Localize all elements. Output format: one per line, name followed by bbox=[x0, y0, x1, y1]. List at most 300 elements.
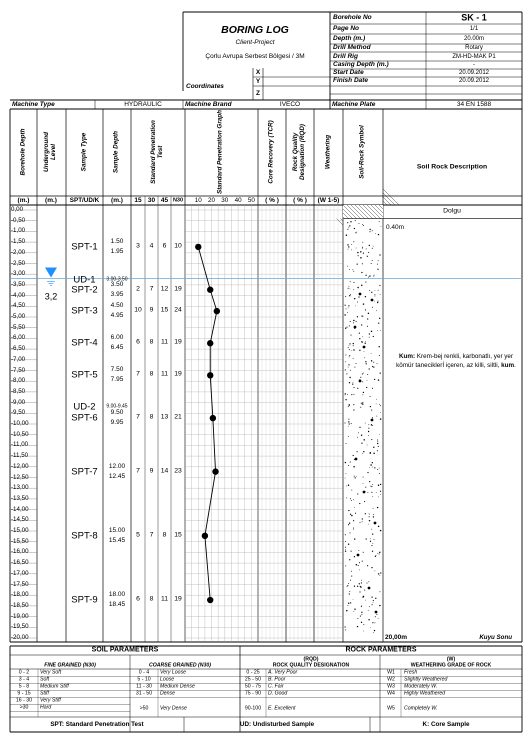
sand-dot bbox=[372, 307, 373, 308]
blow-count-45: 11 bbox=[160, 370, 169, 378]
sand-dot bbox=[358, 296, 359, 297]
sand-dot bbox=[380, 330, 381, 331]
sand-dot bbox=[346, 327, 347, 328]
blow-count-30: 9 bbox=[149, 306, 154, 314]
sample-top-depth: 12.00 bbox=[108, 462, 126, 470]
sand-dot bbox=[350, 294, 351, 295]
sample-depth-header: Sample Depth bbox=[112, 131, 120, 173]
sand-dot bbox=[346, 373, 347, 374]
sand-dot bbox=[350, 580, 351, 581]
sand-dot bbox=[357, 451, 358, 452]
sand-dot bbox=[345, 399, 346, 400]
sand-dot bbox=[362, 381, 363, 382]
sand-dot bbox=[372, 543, 373, 544]
depth-tick: -8,50 bbox=[11, 387, 26, 395]
sand-dot bbox=[348, 367, 349, 368]
fine-class: Hard bbox=[40, 704, 52, 711]
sand-dot bbox=[345, 534, 346, 535]
tcr-header: Core Recovery (TCR) bbox=[267, 120, 275, 184]
blow-count-45: 6 bbox=[162, 242, 167, 250]
sand-dot bbox=[370, 406, 371, 407]
sand-dot bbox=[369, 606, 370, 607]
sand-dot bbox=[353, 404, 354, 405]
borehole-no-value: SK - 1 bbox=[461, 12, 487, 23]
sand-dot bbox=[372, 260, 373, 261]
sample-bottom-depth: 15.45 bbox=[108, 536, 126, 544]
rqd-range: 90-100 bbox=[244, 705, 262, 712]
sand-dot bbox=[376, 310, 377, 311]
depth-tick: -6,50 bbox=[11, 344, 26, 352]
blow-count-15: 7 bbox=[136, 413, 140, 421]
sand-dot bbox=[356, 564, 357, 565]
rqd-title-full: ROCK QUALITY DESIGNATION bbox=[272, 662, 350, 669]
spt-graph-point bbox=[207, 287, 213, 293]
sample-type-label: SPT-5 bbox=[71, 369, 98, 381]
sand-dot bbox=[348, 227, 349, 228]
sand-dot bbox=[351, 350, 352, 351]
blow-count-30: 9 bbox=[149, 467, 154, 475]
depth-tick: -9,00 bbox=[11, 398, 26, 406]
sand-dot bbox=[350, 514, 351, 515]
depth-tick: -3,50 bbox=[11, 280, 26, 288]
groundwater-header: Underground Level bbox=[43, 132, 57, 172]
spt-graph-point bbox=[210, 415, 216, 421]
blow-count-15: 6 bbox=[136, 338, 140, 346]
sample-range-label: 3.00-3.50 bbox=[106, 276, 128, 283]
finish-value: 20.09.2012 bbox=[458, 78, 490, 84]
sand-dot bbox=[379, 552, 380, 553]
blow-count-45: 11 bbox=[160, 595, 169, 603]
sand-dot bbox=[376, 404, 377, 405]
sand-dot bbox=[345, 547, 346, 548]
sand-dot bbox=[363, 439, 364, 440]
sand-dot bbox=[348, 288, 349, 289]
sand-dot bbox=[354, 228, 355, 229]
weathering-unit: (W 1-5) bbox=[317, 196, 340, 204]
sand-dot bbox=[347, 312, 348, 313]
machine-type-label: Machine Type bbox=[12, 100, 55, 108]
sand-dot bbox=[349, 345, 350, 346]
sand-dot bbox=[366, 582, 367, 583]
sand-dot bbox=[350, 498, 351, 499]
sand-dot bbox=[345, 478, 346, 479]
sand-dot bbox=[369, 231, 370, 232]
sand-dot bbox=[369, 520, 370, 521]
tcr-unit: ( % ) bbox=[265, 196, 279, 204]
n30-value: 24 bbox=[174, 306, 182, 314]
sand-dot bbox=[364, 501, 365, 502]
sand-dot bbox=[368, 277, 369, 278]
sand-dot bbox=[379, 318, 380, 319]
soil-description: Kum: Krem-bej renkli, karbonatlı, yer yer kömür taneciklerİ içeren, az killi, siltli, kum. bbox=[396, 353, 516, 369]
sand-dot bbox=[373, 453, 374, 454]
sand-dot bbox=[381, 226, 382, 227]
machine-plate-value: 34 EN 1588 bbox=[456, 100, 492, 108]
sand-dot bbox=[366, 248, 367, 249]
depth-tick: -12,00 bbox=[11, 462, 29, 470]
sand-dot bbox=[375, 598, 376, 599]
sand-dot bbox=[348, 510, 349, 511]
sand-dot bbox=[350, 289, 351, 290]
sand-dot bbox=[368, 424, 369, 425]
blow-count-45: 13 bbox=[160, 413, 169, 421]
sand-dot bbox=[363, 552, 364, 553]
depth-tick: -1,50 bbox=[11, 237, 26, 245]
sand-dot bbox=[353, 358, 354, 359]
sand-dot bbox=[353, 289, 354, 290]
rqd-range: 50 - 75 bbox=[244, 683, 262, 690]
depth-tick: -7,50 bbox=[11, 366, 26, 374]
sand-dot bbox=[350, 461, 351, 462]
depth-unit: (m.) bbox=[17, 196, 30, 204]
sand-dot bbox=[361, 324, 362, 325]
sand-dot bbox=[345, 305, 346, 306]
sand-dot bbox=[347, 586, 348, 587]
sand-dot bbox=[355, 232, 356, 233]
sand-dot bbox=[363, 477, 364, 478]
depth-tick: -9,50 bbox=[11, 409, 26, 417]
sand-dot bbox=[373, 508, 374, 509]
client-project-label: Client-Project bbox=[235, 38, 275, 46]
n30-value: 19 bbox=[174, 370, 182, 378]
sand-dot bbox=[359, 522, 360, 523]
soil-params-title: SOIL PARAMETERS bbox=[91, 646, 159, 654]
sand-dot bbox=[377, 443, 378, 444]
weathering-code: W4 bbox=[387, 690, 395, 697]
sand-dot bbox=[357, 252, 358, 253]
sand-dot bbox=[379, 254, 380, 255]
sample-type-label: SPT-6 bbox=[71, 412, 98, 424]
sand-dot bbox=[369, 245, 370, 246]
sand-dot bbox=[362, 453, 363, 454]
sand-dot bbox=[346, 308, 347, 309]
fine-range: 3 - 4 bbox=[18, 676, 30, 683]
sand-dot bbox=[372, 366, 373, 367]
sand-dot bbox=[353, 599, 354, 600]
sand-dot bbox=[348, 406, 349, 407]
sand-dot bbox=[369, 514, 370, 515]
coal-fragment bbox=[355, 458, 358, 461]
sand-dot bbox=[374, 630, 375, 631]
sand-dot bbox=[373, 516, 374, 517]
sand-dot bbox=[371, 492, 372, 493]
sand-dot bbox=[353, 529, 354, 530]
description-header: Soil Rock Description bbox=[416, 163, 488, 171]
rqd-class: B. Poor bbox=[268, 676, 286, 683]
sand-dot bbox=[348, 583, 349, 584]
sand-dot bbox=[349, 523, 350, 524]
sand-dot bbox=[348, 524, 349, 525]
depth-tick: -5,50 bbox=[11, 323, 26, 331]
depth-tick: -11,50 bbox=[11, 451, 29, 459]
sand-dot bbox=[359, 427, 360, 428]
spt-graph-point bbox=[207, 372, 213, 378]
sand-dot bbox=[344, 314, 345, 315]
end-depth-label: 20,00m bbox=[385, 633, 408, 641]
sand-dot bbox=[345, 355, 346, 356]
fill-hatch-line bbox=[383, 197, 391, 205]
sample-top-depth: 15.00 bbox=[108, 526, 126, 534]
sand-dot bbox=[380, 491, 381, 492]
casing-label: Casing Depth (m.) bbox=[333, 60, 389, 68]
blow-count-30: 8 bbox=[149, 595, 154, 603]
sand-dot bbox=[359, 338, 360, 339]
sand-dot bbox=[360, 251, 361, 252]
sample-type-label: SPT-9 bbox=[71, 594, 98, 606]
sand-dot bbox=[378, 526, 379, 527]
sand-dot bbox=[348, 484, 349, 485]
n30-value: 23 bbox=[174, 467, 182, 475]
coarse-range: 5 - 10 bbox=[137, 676, 151, 683]
sand-dot bbox=[373, 367, 374, 368]
rqd-class: C. Fair bbox=[268, 683, 284, 690]
spt-graph-header: Standard Penetration Graph bbox=[216, 110, 224, 194]
sand-dot bbox=[359, 503, 360, 504]
coal-fragment bbox=[371, 299, 374, 302]
sand-dot bbox=[349, 355, 350, 356]
coarse-grained-title: COARSE GRAINED (N30) bbox=[149, 662, 211, 669]
sand-dot bbox=[377, 553, 378, 554]
sand-dot bbox=[365, 361, 366, 362]
sand-dot bbox=[354, 477, 355, 478]
sand-dot bbox=[357, 263, 358, 264]
depth-tick: -13,00 bbox=[11, 484, 29, 492]
sand-dot bbox=[371, 439, 372, 440]
blow-count-15: 3 bbox=[136, 242, 140, 250]
sand-dot bbox=[371, 353, 372, 354]
machine-brand-label: Machine Brand bbox=[185, 100, 232, 108]
sand-dot bbox=[345, 541, 346, 542]
sample-type-label: SPT-2 bbox=[71, 283, 98, 295]
sand-dot bbox=[349, 423, 350, 424]
sand-dot bbox=[380, 294, 381, 295]
sand-dot bbox=[371, 529, 372, 530]
sand-dot bbox=[361, 285, 362, 286]
sand-dot bbox=[369, 229, 370, 230]
sand-dot bbox=[348, 249, 349, 250]
sand-dot bbox=[357, 388, 358, 389]
legend-spt: SPT: Standard Penetration Test bbox=[50, 720, 144, 728]
sand-dot bbox=[372, 467, 373, 468]
sand-dot bbox=[353, 343, 354, 344]
sand-dot bbox=[345, 296, 346, 297]
sample-type-label: SPT-3 bbox=[71, 305, 98, 317]
sand-dot bbox=[350, 532, 351, 533]
rqd-range: 25 - 50 bbox=[244, 676, 262, 683]
depth-tick: 0,00 bbox=[11, 205, 24, 213]
blow-count-45: 14 bbox=[160, 467, 169, 475]
sand-dot bbox=[368, 435, 369, 436]
sand-dot bbox=[364, 351, 365, 352]
sand-dot bbox=[358, 565, 359, 566]
rock-params-title: ROCK PARAMETERS bbox=[345, 646, 417, 654]
depth-tick: -8,00 bbox=[11, 377, 26, 385]
blow-count-45: 12 bbox=[160, 285, 169, 293]
sand-dot bbox=[363, 483, 364, 484]
sand-dot bbox=[346, 473, 347, 474]
depth-tick: -2,50 bbox=[11, 259, 26, 267]
sand-dot bbox=[362, 404, 363, 405]
coord-x-label: X bbox=[255, 68, 261, 76]
groundwater-marker-icon bbox=[45, 267, 57, 277]
spt-graph-point bbox=[207, 340, 213, 346]
sand-dot bbox=[354, 586, 355, 587]
sand-dot bbox=[377, 264, 378, 265]
coal-fragment bbox=[357, 554, 360, 557]
sand-dot bbox=[360, 586, 361, 587]
hole-end-label: Kuyu Sonu bbox=[479, 633, 512, 641]
sand-dot bbox=[349, 325, 350, 326]
sand-dot bbox=[359, 562, 360, 563]
sand-dot bbox=[377, 469, 378, 470]
spt-graph-point bbox=[207, 597, 213, 603]
sand-dot bbox=[363, 373, 364, 374]
sand-dot bbox=[374, 301, 375, 302]
sand-dot bbox=[365, 513, 366, 514]
spt-graph-point bbox=[202, 533, 208, 539]
sand-dot bbox=[357, 287, 359, 289]
n30-value: 19 bbox=[174, 338, 182, 346]
sand-dot bbox=[353, 241, 354, 242]
sand-dot bbox=[362, 561, 363, 562]
sample-type-label: UD-1 bbox=[73, 273, 96, 285]
depth-tick: -17,00 bbox=[11, 569, 29, 577]
sand-dot bbox=[346, 486, 347, 487]
depth-tick: -13,50 bbox=[11, 494, 29, 502]
sand-dot bbox=[378, 301, 379, 302]
sand-dot bbox=[362, 336, 363, 337]
sand-dot bbox=[377, 302, 378, 303]
weathering-class: Slightly Weathered bbox=[404, 676, 448, 683]
sand-dot bbox=[362, 521, 363, 522]
n30-value: 19 bbox=[174, 595, 182, 603]
blow-count-30: 4 bbox=[149, 242, 154, 250]
n30-value: 10 bbox=[174, 242, 182, 250]
sand-dot bbox=[348, 364, 349, 365]
sand-dot bbox=[361, 612, 362, 613]
sand-dot bbox=[374, 379, 375, 380]
sand-dot bbox=[368, 524, 369, 525]
sand-dot bbox=[370, 464, 371, 465]
sand-dot bbox=[372, 417, 373, 418]
weathering-class: Highly Weathered bbox=[404, 690, 446, 697]
sand-dot bbox=[348, 603, 349, 604]
sand-dot bbox=[361, 403, 362, 404]
sample-depth-unit: (m.) bbox=[111, 196, 123, 204]
n30-value: 21 bbox=[174, 413, 182, 421]
fine-class: Medium Stiff bbox=[40, 683, 69, 690]
sand-dot bbox=[373, 632, 374, 633]
sand-dot bbox=[362, 248, 363, 249]
sample-type-label: UD-2 bbox=[73, 401, 96, 413]
drill-rig-label: Drill Rig bbox=[333, 52, 358, 60]
graph-tick-label: 20 bbox=[208, 196, 216, 204]
blow-45-header: 45 bbox=[160, 196, 169, 204]
weathering-code: W2 bbox=[387, 676, 395, 683]
depth-tick: -15,50 bbox=[11, 537, 29, 545]
sand-dot bbox=[363, 303, 364, 304]
coarse-class: Very Loose bbox=[160, 669, 187, 676]
sand-dot bbox=[353, 271, 354, 272]
sand-dot bbox=[351, 500, 352, 501]
sand-dot bbox=[369, 368, 370, 369]
sand-dot bbox=[369, 337, 370, 338]
sand-dot bbox=[369, 467, 370, 468]
weathering-code: W3 bbox=[387, 683, 395, 690]
sand-dot bbox=[375, 290, 376, 291]
depth-tick: -16,50 bbox=[11, 558, 29, 566]
sand-dot bbox=[347, 229, 348, 230]
sand-dot bbox=[372, 604, 373, 605]
sand-dot bbox=[377, 439, 378, 440]
rqd-range: 0 - 25 bbox=[246, 669, 260, 676]
sample-bottom-depth: 4.95 bbox=[110, 311, 124, 319]
sand-dot bbox=[345, 361, 346, 362]
sand-dot bbox=[368, 428, 369, 429]
sand-dot bbox=[365, 343, 366, 344]
sample-type-label: SPT-7 bbox=[71, 465, 98, 477]
sand-dot bbox=[378, 379, 379, 380]
sand-dot bbox=[379, 468, 380, 469]
drill-method-value: Rotary bbox=[465, 45, 483, 51]
sand-dot bbox=[349, 382, 350, 383]
depth-tick: -17,50 bbox=[11, 580, 29, 588]
sand-dot bbox=[356, 476, 357, 477]
sand-dot bbox=[353, 394, 354, 395]
sample-unit: SPT/UD/K bbox=[69, 196, 100, 204]
sand-dot bbox=[350, 321, 351, 322]
rqd-class: A. Very Poor bbox=[268, 669, 298, 676]
sand-dot bbox=[363, 392, 364, 393]
sand-dot bbox=[371, 331, 372, 332]
machine-plate-label: Machine Plate bbox=[332, 100, 376, 108]
sand-dot bbox=[359, 350, 360, 351]
sand-dot bbox=[371, 292, 372, 293]
project-name: Çorlu Avrupa Serbest Bölgesi / 3M bbox=[205, 52, 305, 60]
coal-fragment bbox=[371, 419, 374, 422]
sand-dot bbox=[356, 248, 357, 249]
gw-unit: (m.) bbox=[45, 196, 57, 204]
sample-range-label: 9.00-9.45 bbox=[106, 403, 128, 410]
sand-dot bbox=[347, 605, 348, 606]
sand-dot bbox=[351, 515, 352, 516]
sand-dot bbox=[351, 576, 352, 577]
blow-count-15: 5 bbox=[136, 531, 140, 539]
rqd-class: D. Good bbox=[268, 690, 288, 697]
sand-dot bbox=[380, 572, 381, 573]
blow-count-15: 6 bbox=[136, 595, 140, 603]
sand-dot bbox=[376, 614, 377, 615]
sand-dot bbox=[378, 290, 379, 291]
sand-dot bbox=[379, 473, 380, 474]
fine-range: 5 - 8 bbox=[18, 683, 30, 690]
sample-top-depth: 3.50 bbox=[110, 280, 124, 288]
log-title: BORING LOG bbox=[221, 23, 289, 36]
coarse-range: >50 bbox=[139, 705, 149, 712]
sand-dot bbox=[362, 224, 363, 225]
sample-top-depth: 4.50 bbox=[110, 301, 124, 309]
sand-dot bbox=[379, 346, 380, 347]
coord-z-label: Z bbox=[256, 89, 260, 97]
sand-dot bbox=[372, 462, 373, 463]
sand-dot bbox=[345, 393, 346, 394]
sand-dot bbox=[354, 608, 355, 609]
sand-dot bbox=[362, 247, 363, 248]
sand-dot bbox=[377, 269, 378, 270]
sand-dot bbox=[348, 465, 349, 466]
sand-dot bbox=[354, 507, 355, 508]
sand-dot bbox=[378, 618, 379, 619]
